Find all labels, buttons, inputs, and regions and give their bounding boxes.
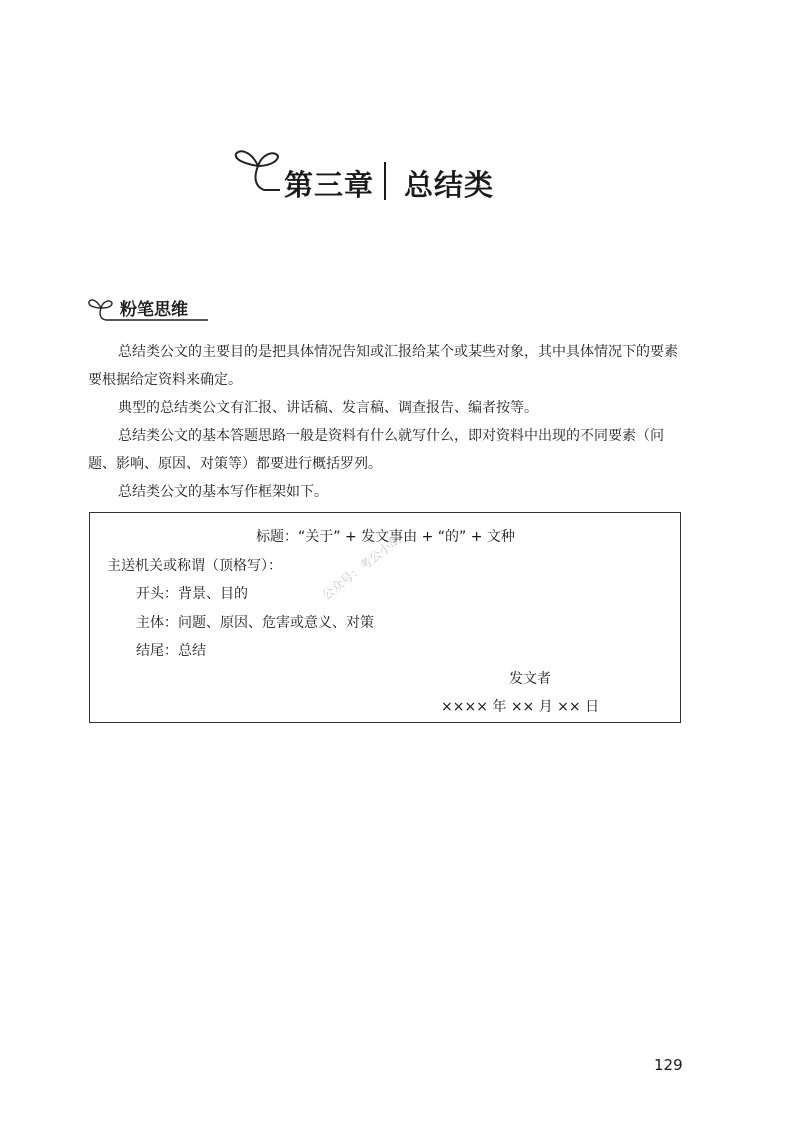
chapter-title: 总结类 xyxy=(404,168,495,202)
framework-ending: 结尾：总结 xyxy=(136,643,206,659)
framework-issuer: 发文者 xyxy=(509,671,551,687)
paragraph: 典型的总结类公文有汇报、讲话稿、发言稿、调查报告、编者按等。 xyxy=(118,400,538,416)
framework-title-line: 标题：“关于” + 发文事由 + “的” + 文种 xyxy=(256,529,515,545)
paragraph: 总结类公文的基本答题思路一般是资料有什么就写什么，即对资料中出现的不同要素（问题、影响、原因、对策等）都要进行概括罗列。 xyxy=(88,428,664,472)
chapter-number: 第三章 xyxy=(284,168,375,202)
page-number: 129 xyxy=(654,1056,683,1074)
chapter-divider xyxy=(384,162,386,200)
watermark: 公众号：考公小胡 xyxy=(319,532,404,603)
framework-date: ×××× 年 ×× 月 ×× 日 xyxy=(441,699,600,715)
sprout-icon xyxy=(232,138,282,202)
body-text xyxy=(88,338,688,506)
framework-recipient: 主送机关或称谓（顶格写）： xyxy=(107,558,282,574)
section-title: 粉笔思维 xyxy=(120,300,188,320)
paragraph: 总结类公文的基本写作框架如下。 xyxy=(118,484,328,500)
chapter-header xyxy=(232,138,532,202)
framework-body: 主体：问题、原因、危害或意义、对策 xyxy=(136,615,374,631)
paragraph: 总结类公文的主要目的是把具体情况告知或汇报给某个或某些对象，其中具体情况下的要素要根据给定资料来确定。 xyxy=(88,344,678,388)
section-header xyxy=(88,292,238,326)
framework-opening: 开头：背景、目的 xyxy=(136,586,248,602)
